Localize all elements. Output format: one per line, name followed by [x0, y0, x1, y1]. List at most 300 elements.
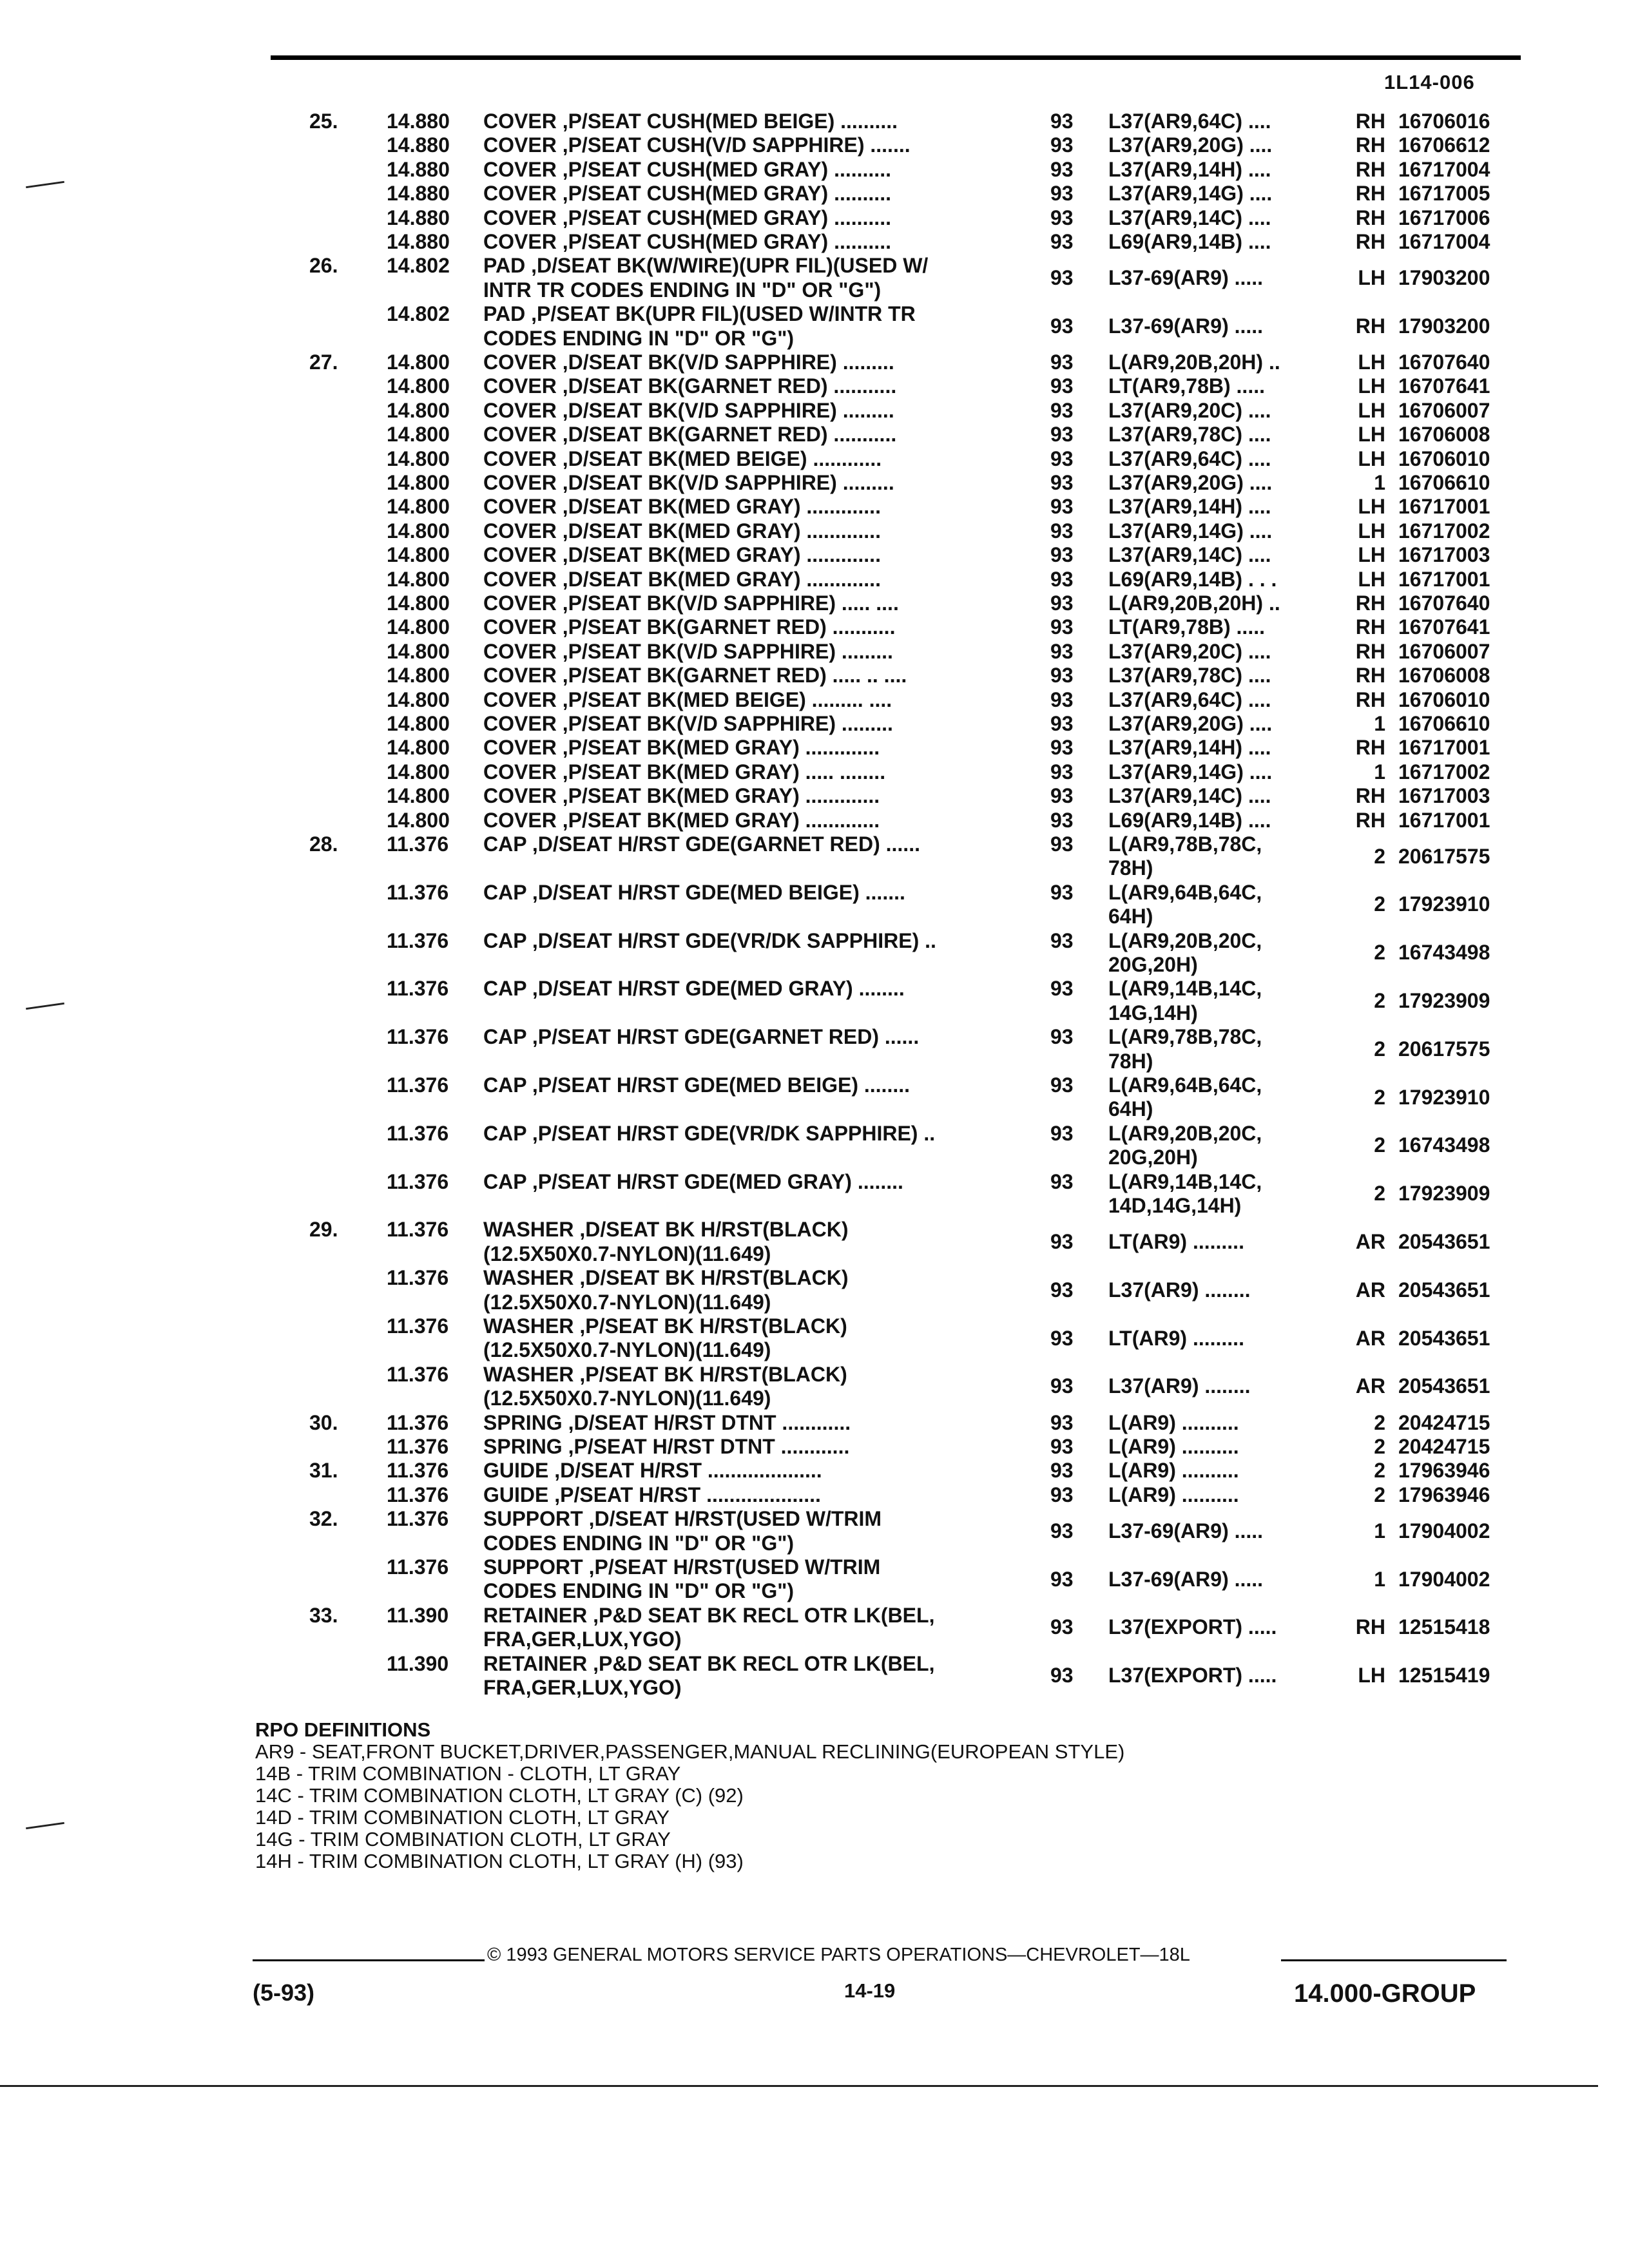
usage-codes: L(AR9,20B,20C, 20G,20H)	[1108, 1121, 1262, 1169]
part-row	[0, 640, 1629, 664]
part-description: COVER ,P/SEAT BK(MED GRAY) .............	[483, 736, 880, 760]
usage-codes: L37-69(AR9) .....	[1108, 314, 1264, 338]
model-year: 93	[1050, 157, 1074, 181]
part-number: 16743498	[1398, 1133, 1490, 1157]
reference-number: 14.800	[387, 760, 450, 783]
model-year: 93	[1050, 447, 1074, 470]
reference-number: 11.376	[387, 1362, 449, 1386]
part-number: 16717004	[1398, 230, 1490, 253]
model-year: 93	[1050, 808, 1074, 832]
part-row	[0, 110, 1629, 133]
item-number: 29.	[309, 1218, 338, 1242]
part-number: 20543651	[1398, 1278, 1490, 1302]
part-row	[0, 1266, 1629, 1314]
reference-number: 14.800	[387, 374, 450, 398]
part-description: SPRING ,P/SEAT H/RST DTNT ............	[483, 1435, 850, 1458]
model-year: 93	[1050, 760, 1074, 783]
model-year: 93	[1050, 1459, 1074, 1483]
quantity: RH	[1355, 182, 1385, 206]
part-row	[0, 302, 1629, 351]
part-row	[0, 423, 1629, 447]
part-description: RETAINER ,P&D SEAT BK RECL OTR LK(BEL,	[483, 1651, 935, 1675]
part-description: COVER ,P/SEAT CUSH(MED GRAY) ..........	[483, 230, 891, 253]
usage-codes: L37(AR9,20G) ....	[1108, 133, 1273, 157]
part-row	[0, 881, 1629, 929]
part-row	[0, 519, 1629, 543]
item-number: 26.	[309, 254, 338, 278]
part-description: PAD ,D/SEAT BK(W/WIRE)(UPR FIL)(USED W/	[483, 254, 929, 278]
part-description: COVER ,D/SEAT BK(V/D SAPPHIRE) .........	[483, 398, 894, 422]
part-number: 16743498	[1398, 941, 1490, 965]
quantity: 2	[1374, 1182, 1385, 1206]
part-description: CAP ,P/SEAT H/RST GDE(MED BEIGE) ........	[483, 1073, 910, 1097]
reference-number: 11.376	[387, 832, 449, 856]
part-number: 16706010	[1398, 687, 1490, 711]
model-year: 93	[1050, 1374, 1074, 1398]
part-row	[0, 809, 1629, 832]
part-description: FRA,GER,LUX,YGO)	[483, 1675, 682, 1699]
part-description: SUPPORT ,D/SEAT H/RST(USED W/TRIM	[483, 1507, 882, 1531]
part-number: 16707641	[1398, 374, 1490, 398]
part-row	[0, 230, 1629, 254]
usage-codes: L37-69(AR9) .....	[1108, 1567, 1264, 1591]
part-description: COVER ,P/SEAT BK(V/D SAPPHIRE) ..... ....	[483, 591, 899, 615]
part-row	[0, 543, 1629, 567]
part-number: 16717002	[1398, 760, 1490, 783]
part-description: COVER ,P/SEAT BK(MED GRAY) ..... ........	[483, 760, 886, 783]
part-row	[0, 1459, 1629, 1483]
part-row	[0, 1363, 1629, 1411]
model-year: 93	[1050, 495, 1074, 519]
part-description: CAP ,P/SEAT H/RST GDE(VR/DK SAPPHIRE) ..	[483, 1121, 936, 1145]
part-row	[0, 615, 1629, 639]
part-number: 16717001	[1398, 495, 1490, 519]
part-number: 20424715	[1398, 1435, 1490, 1458]
usage-codes: L37-69(AR9) .....	[1108, 266, 1264, 290]
usage-codes: L37(AR9,78C) ....	[1108, 664, 1271, 687]
usage-codes: L37(AR9,14G) ....	[1108, 182, 1273, 206]
part-description: WASHER ,P/SEAT BK H/RST(BLACK)	[483, 1314, 847, 1338]
quantity: RH	[1355, 157, 1385, 181]
usage-codes: L37(AR9,20G) ....	[1108, 712, 1273, 735]
usage-codes: L37(AR9,14H) ....	[1108, 495, 1271, 519]
model-year: 93	[1050, 832, 1074, 856]
part-number: 16717003	[1398, 543, 1490, 567]
reference-number: 14.800	[387, 615, 450, 639]
reference-number: 14.800	[387, 712, 450, 735]
part-row	[0, 688, 1629, 712]
part-row	[0, 351, 1629, 374]
model-year: 93	[1050, 615, 1074, 639]
part-number: 17903200	[1398, 266, 1490, 290]
usage-codes: L(AR9) ..........	[1108, 1435, 1239, 1458]
reference-number: 14.880	[387, 182, 450, 206]
part-description: COVER ,P/SEAT BK(MED GRAY) .............	[483, 808, 880, 832]
usage-codes: L(AR9,20B,20C, 20G,20H)	[1108, 928, 1262, 976]
part-description: COVER ,P/SEAT BK(MED GRAY) .............	[483, 784, 880, 808]
part-description: COVER ,P/SEAT CUSH(MED BEIGE) ..........	[483, 110, 898, 133]
model-year: 93	[1050, 314, 1074, 338]
part-row	[0, 374, 1629, 398]
part-description: COVER ,P/SEAT CUSH(MED GRAY) ..........	[483, 206, 891, 229]
model-year: 93	[1050, 1519, 1074, 1542]
item-number: 25.	[309, 110, 338, 133]
part-number: 12515418	[1398, 1615, 1490, 1639]
quantity: 1	[1374, 471, 1385, 494]
part-row	[0, 1073, 1629, 1122]
part-number: 16706010	[1398, 447, 1490, 470]
usage-codes: L37(EXPORT) .....	[1108, 1615, 1277, 1639]
reference-number: 11.376	[387, 1410, 449, 1434]
scan-edge-line	[0, 2085, 1598, 2087]
part-number: 16707641	[1398, 615, 1490, 639]
part-number: 16707640	[1398, 591, 1490, 615]
usage-codes: L37(AR9,64C) ....	[1108, 110, 1271, 133]
model-year: 93	[1050, 471, 1074, 494]
part-description: COVER ,P/SEAT BK(V/D SAPPHIRE) .........	[483, 639, 893, 663]
usage-codes: L(AR9,20B,20H) ..	[1108, 351, 1280, 374]
model-year: 93	[1050, 736, 1074, 760]
reference-number: 11.376	[387, 1459, 449, 1483]
usage-codes: L(AR9) ..........	[1108, 1483, 1239, 1506]
reference-number: 14.800	[387, 423, 450, 447]
part-number: 16706610	[1398, 712, 1490, 735]
model-year: 93	[1050, 712, 1074, 735]
reference-number: 11.376	[387, 1483, 449, 1506]
model-year: 93	[1050, 639, 1074, 663]
part-row	[0, 1411, 1629, 1435]
part-description: COVER ,D/SEAT BK(V/D SAPPHIRE) .........	[483, 351, 894, 374]
reference-number: 11.376	[387, 1121, 449, 1145]
model-year: 93	[1050, 110, 1074, 133]
quantity: RH	[1355, 808, 1385, 832]
reference-number: 14.800	[387, 495, 450, 519]
part-description: CAP ,D/SEAT H/RST GDE(GARNET RED) ......	[483, 832, 920, 856]
part-description: COVER ,D/SEAT BK(MED GRAY) .............	[483, 519, 881, 543]
footer-date: (5-93)	[253, 1979, 315, 2006]
quantity: LH	[1358, 423, 1385, 447]
quantity: RH	[1355, 110, 1385, 133]
usage-codes: L(AR9) ..........	[1108, 1410, 1239, 1434]
rpo-heading: RPO DEFINITIONS	[255, 1718, 431, 1741]
quantity: RH	[1355, 687, 1385, 711]
rpo-line: AR9 - SEAT,FRONT BUCKET,DRIVER,PASSENGER,MANUAL RECLINING(EUROPEAN STYLE)	[255, 1740, 1125, 1763]
model-year: 93	[1050, 182, 1074, 206]
part-number: 16706007	[1398, 398, 1490, 422]
model-year: 93	[1050, 1326, 1074, 1350]
reference-number: 14.800	[387, 543, 450, 567]
reference-number: 11.376	[387, 1507, 449, 1531]
part-row	[0, 929, 1629, 977]
usage-codes: L37(AR9,14G) ....	[1108, 760, 1273, 783]
model-year: 93	[1050, 519, 1074, 543]
part-description: INTR TR CODES ENDING IN "D" OR "G")	[483, 278, 882, 302]
quantity: AR	[1355, 1374, 1385, 1398]
quantity: LH	[1358, 398, 1385, 422]
quantity: 1	[1374, 712, 1385, 735]
reference-number: 11.376	[387, 1555, 449, 1579]
quantity: RH	[1355, 230, 1385, 253]
usage-codes: L(AR9,14B,14C, 14D,14G,14H)	[1108, 1169, 1262, 1217]
reference-number: 14.880	[387, 110, 450, 133]
part-number: 17904002	[1398, 1567, 1490, 1591]
part-number: 16717002	[1398, 519, 1490, 543]
item-number: 30.	[309, 1410, 338, 1434]
model-year: 93	[1050, 1567, 1074, 1591]
part-row	[0, 495, 1629, 519]
part-number: 16717001	[1398, 808, 1490, 832]
rpo-line: 14B - TRIM COMBINATION - CLOTH, LT GRAY	[255, 1762, 681, 1785]
part-description: CODES ENDING IN "D" OR "G")	[483, 326, 795, 350]
model-year: 93	[1050, 1483, 1074, 1506]
footer-page-number: 14-19	[844, 1979, 896, 2002]
quantity: AR	[1355, 1278, 1385, 1302]
model-year: 93	[1050, 374, 1074, 398]
part-number: 16706008	[1398, 423, 1490, 447]
usage-codes: L37-69(AR9) .....	[1108, 1519, 1264, 1542]
part-row	[0, 784, 1629, 808]
reference-number: 11.376	[387, 1073, 449, 1097]
quantity: LH	[1358, 519, 1385, 543]
quantity: AR	[1355, 1230, 1385, 1254]
model-year: 93	[1050, 687, 1074, 711]
usage-codes: L37(AR9,20G) ....	[1108, 471, 1273, 494]
usage-codes: L37(AR9,14C) ....	[1108, 543, 1271, 567]
quantity: 2	[1374, 1085, 1385, 1109]
item-number: 27.	[309, 351, 338, 374]
part-row	[0, 568, 1629, 591]
part-description: COVER ,D/SEAT BK(MED GRAY) .............	[483, 543, 881, 567]
model-year: 93	[1050, 133, 1074, 157]
part-description: WASHER ,P/SEAT BK H/RST(BLACK)	[483, 1362, 847, 1386]
reference-number: 14.880	[387, 206, 450, 229]
reference-number: 14.800	[387, 736, 450, 760]
model-year: 93	[1050, 1230, 1074, 1254]
model-year: 93	[1050, 977, 1074, 1001]
reference-number: 14.800	[387, 808, 450, 832]
part-row	[0, 1025, 1629, 1073]
part-number: 20424715	[1398, 1410, 1490, 1434]
reference-number: 11.376	[387, 1025, 449, 1049]
part-description: COVER ,P/SEAT BK(V/D SAPPHIRE) .........	[483, 712, 893, 735]
part-description: CAP ,D/SEAT H/RST GDE(VR/DK SAPPHIRE) ..	[483, 928, 936, 952]
part-number: 16717005	[1398, 182, 1490, 206]
quantity: 2	[1374, 989, 1385, 1013]
part-number: 20543651	[1398, 1326, 1490, 1350]
part-row	[0, 471, 1629, 495]
part-row	[0, 447, 1629, 471]
quantity: RH	[1355, 736, 1385, 760]
part-number: 20617575	[1398, 1037, 1490, 1061]
part-row	[0, 399, 1629, 423]
part-number: 17963946	[1398, 1483, 1490, 1506]
quantity: RH	[1355, 1615, 1385, 1639]
reference-number: 11.376	[387, 1169, 449, 1193]
quantity: RH	[1355, 206, 1385, 229]
quantity: LH	[1358, 567, 1385, 591]
part-description: GUIDE ,P/SEAT H/RST ....................	[483, 1483, 821, 1506]
part-row	[0, 254, 1629, 302]
part-number: 16706016	[1398, 110, 1490, 133]
usage-codes: L37(AR9,14H) ....	[1108, 736, 1271, 760]
reference-number: 14.800	[387, 471, 450, 494]
usage-codes: L37(AR9) ........	[1108, 1374, 1251, 1398]
part-number: 17923909	[1398, 1182, 1490, 1206]
part-description: (12.5X50X0.7-NYLON)(11.649)	[483, 1387, 771, 1410]
footer-rule-right	[1281, 1959, 1507, 1961]
part-row	[0, 591, 1629, 615]
reference-number: 14.880	[387, 230, 450, 253]
part-row	[0, 133, 1629, 157]
part-number: 17923910	[1398, 1085, 1490, 1109]
reference-number: 11.376	[387, 1266, 449, 1290]
page-id: 1L14-006	[1384, 71, 1475, 93]
reference-number: 14.802	[387, 254, 450, 278]
reference-number: 14.880	[387, 133, 450, 157]
rpo-definitions	[255, 1719, 1124, 1872]
part-row	[0, 182, 1629, 206]
part-row	[0, 832, 1629, 881]
quantity: 2	[1374, 1435, 1385, 1458]
quantity: RH	[1355, 784, 1385, 808]
usage-codes: L37(AR9,20C) ....	[1108, 639, 1271, 663]
usage-codes: L(AR9,78B,78C, 78H)	[1108, 1025, 1262, 1073]
item-number: 33.	[309, 1603, 338, 1627]
part-description: COVER ,P/SEAT BK(GARNET RED) ...........	[483, 615, 896, 639]
reference-number: 14.800	[387, 398, 450, 422]
usage-codes: LT(AR9) .........	[1108, 1326, 1244, 1350]
item-number: 31.	[309, 1459, 338, 1483]
part-row	[0, 206, 1629, 230]
reference-number: 14.880	[387, 157, 450, 181]
quantity: RH	[1355, 314, 1385, 338]
part-row	[0, 1435, 1629, 1459]
part-row	[0, 158, 1629, 182]
reference-number: 14.800	[387, 639, 450, 663]
quantity: AR	[1355, 1326, 1385, 1350]
model-year: 93	[1050, 1169, 1074, 1193]
part-number: 12515419	[1398, 1664, 1490, 1687]
model-year: 93	[1050, 1664, 1074, 1687]
usage-codes: L(AR9,64B,64C, 64H)	[1108, 1073, 1262, 1121]
footer-copyright: © 1993 GENERAL MOTORS SERVICE PARTS OPERATIONS—CHEVROLET—18L	[487, 1945, 1190, 1965]
usage-codes: L37(AR9,64C) ....	[1108, 447, 1271, 470]
model-year: 93	[1050, 880, 1074, 904]
quantity: 1	[1374, 1567, 1385, 1591]
reference-number: 14.800	[387, 567, 450, 591]
usage-codes: L37(EXPORT) .....	[1108, 1664, 1277, 1687]
reference-number: 11.376	[387, 1218, 449, 1242]
reference-number: 11.376	[387, 977, 449, 1001]
model-year: 93	[1050, 266, 1074, 290]
top-rule	[271, 55, 1521, 60]
quantity: LH	[1358, 266, 1385, 290]
part-number: 17904002	[1398, 1519, 1490, 1542]
reference-number: 14.800	[387, 351, 450, 374]
model-year: 93	[1050, 351, 1074, 374]
reference-number: 11.390	[387, 1603, 449, 1627]
part-description: (12.5X50X0.7-NYLON)(11.649)	[483, 1290, 771, 1314]
part-description: COVER ,P/SEAT BK(MED BEIGE) ......... ....	[483, 687, 892, 711]
model-year: 93	[1050, 543, 1074, 567]
part-row	[0, 736, 1629, 760]
quantity: 2	[1374, 1410, 1385, 1434]
model-year: 93	[1050, 1278, 1074, 1302]
part-description: CAP ,P/SEAT H/RST GDE(GARNET RED) ......	[483, 1025, 920, 1049]
usage-codes: L(AR9,78B,78C, 78H)	[1108, 832, 1262, 880]
reference-number: 14.800	[387, 664, 450, 687]
part-description: CAP ,D/SEAT H/RST GDE(MED GRAY) ........	[483, 977, 905, 1001]
part-number: 16717003	[1398, 784, 1490, 808]
part-description: (12.5X50X0.7-NYLON)(11.649)	[483, 1338, 771, 1362]
usage-codes: LT(AR9) .........	[1108, 1230, 1244, 1254]
part-number: 16717004	[1398, 157, 1490, 181]
part-row	[0, 1604, 1629, 1652]
part-number: 16706612	[1398, 133, 1490, 157]
part-row	[0, 760, 1629, 784]
part-description: GUIDE ,D/SEAT H/RST ....................	[483, 1459, 822, 1483]
model-year: 93	[1050, 784, 1074, 808]
part-description: CAP ,D/SEAT H/RST GDE(MED BEIGE) .......	[483, 880, 905, 904]
quantity: RH	[1355, 664, 1385, 687]
rpo-line: 14H - TRIM COMBINATION CLOTH, LT GRAY (H) (93)	[255, 1850, 744, 1872]
part-description: CAP ,P/SEAT H/RST GDE(MED GRAY) ........	[483, 1169, 903, 1193]
reference-number: 14.800	[387, 591, 450, 615]
part-number: 17903200	[1398, 314, 1490, 338]
model-year: 93	[1050, 423, 1074, 447]
quantity: LH	[1358, 447, 1385, 470]
part-number: 17963946	[1398, 1459, 1490, 1483]
part-row	[0, 712, 1629, 736]
rpo-line: 14C - TRIM COMBINATION CLOTH, LT GRAY (C) (92)	[255, 1784, 744, 1807]
reference-number: 14.802	[387, 302, 450, 326]
rpo-line: 14G - TRIM COMBINATION CLOTH, LT GRAY	[255, 1828, 671, 1850]
part-number: 16707640	[1398, 351, 1490, 374]
model-year: 93	[1050, 398, 1074, 422]
quantity: RH	[1355, 591, 1385, 615]
quantity: LH	[1358, 374, 1385, 398]
reference-number: 11.390	[387, 1651, 449, 1675]
part-description: CODES ENDING IN "D" OR "G")	[483, 1579, 795, 1603]
usage-codes: LT(AR9,78B) .....	[1108, 374, 1265, 398]
part-number: 16706007	[1398, 639, 1490, 663]
part-row	[0, 1218, 1629, 1266]
quantity: 2	[1374, 1133, 1385, 1157]
part-description: COVER ,P/SEAT CUSH(MED GRAY) ..........	[483, 182, 891, 206]
part-description: (12.5X50X0.7-NYLON)(11.649)	[483, 1242, 771, 1265]
item-number: 28.	[309, 832, 338, 856]
reference-number: 14.800	[387, 687, 450, 711]
quantity: LH	[1358, 495, 1385, 519]
part-row	[0, 1170, 1629, 1218]
part-description: COVER ,P/SEAT BK(GARNET RED) ..... .. ....	[483, 664, 907, 687]
part-number: 17923910	[1398, 892, 1490, 916]
footer-rule-left	[253, 1959, 485, 1961]
part-number: 17923909	[1398, 989, 1490, 1013]
reference-number: 11.376	[387, 1314, 449, 1338]
reference-number: 11.376	[387, 1435, 449, 1458]
part-description: COVER ,P/SEAT CUSH(V/D SAPPHIRE) .......	[483, 133, 911, 157]
part-number: 20543651	[1398, 1230, 1490, 1254]
usage-codes: L(AR9) ..........	[1108, 1459, 1239, 1483]
rpo-line: 14D - TRIM COMBINATION CLOTH, LT GRAY	[255, 1806, 670, 1829]
model-year: 93	[1050, 206, 1074, 229]
usage-codes: L69(AR9,14B) ....	[1108, 230, 1271, 253]
footer-group: 14.000-GROUP	[1294, 1979, 1476, 2008]
part-description: COVER ,D/SEAT BK(GARNET RED) ...........	[483, 374, 897, 398]
reference-number: 11.376	[387, 880, 449, 904]
quantity: 2	[1374, 844, 1385, 868]
